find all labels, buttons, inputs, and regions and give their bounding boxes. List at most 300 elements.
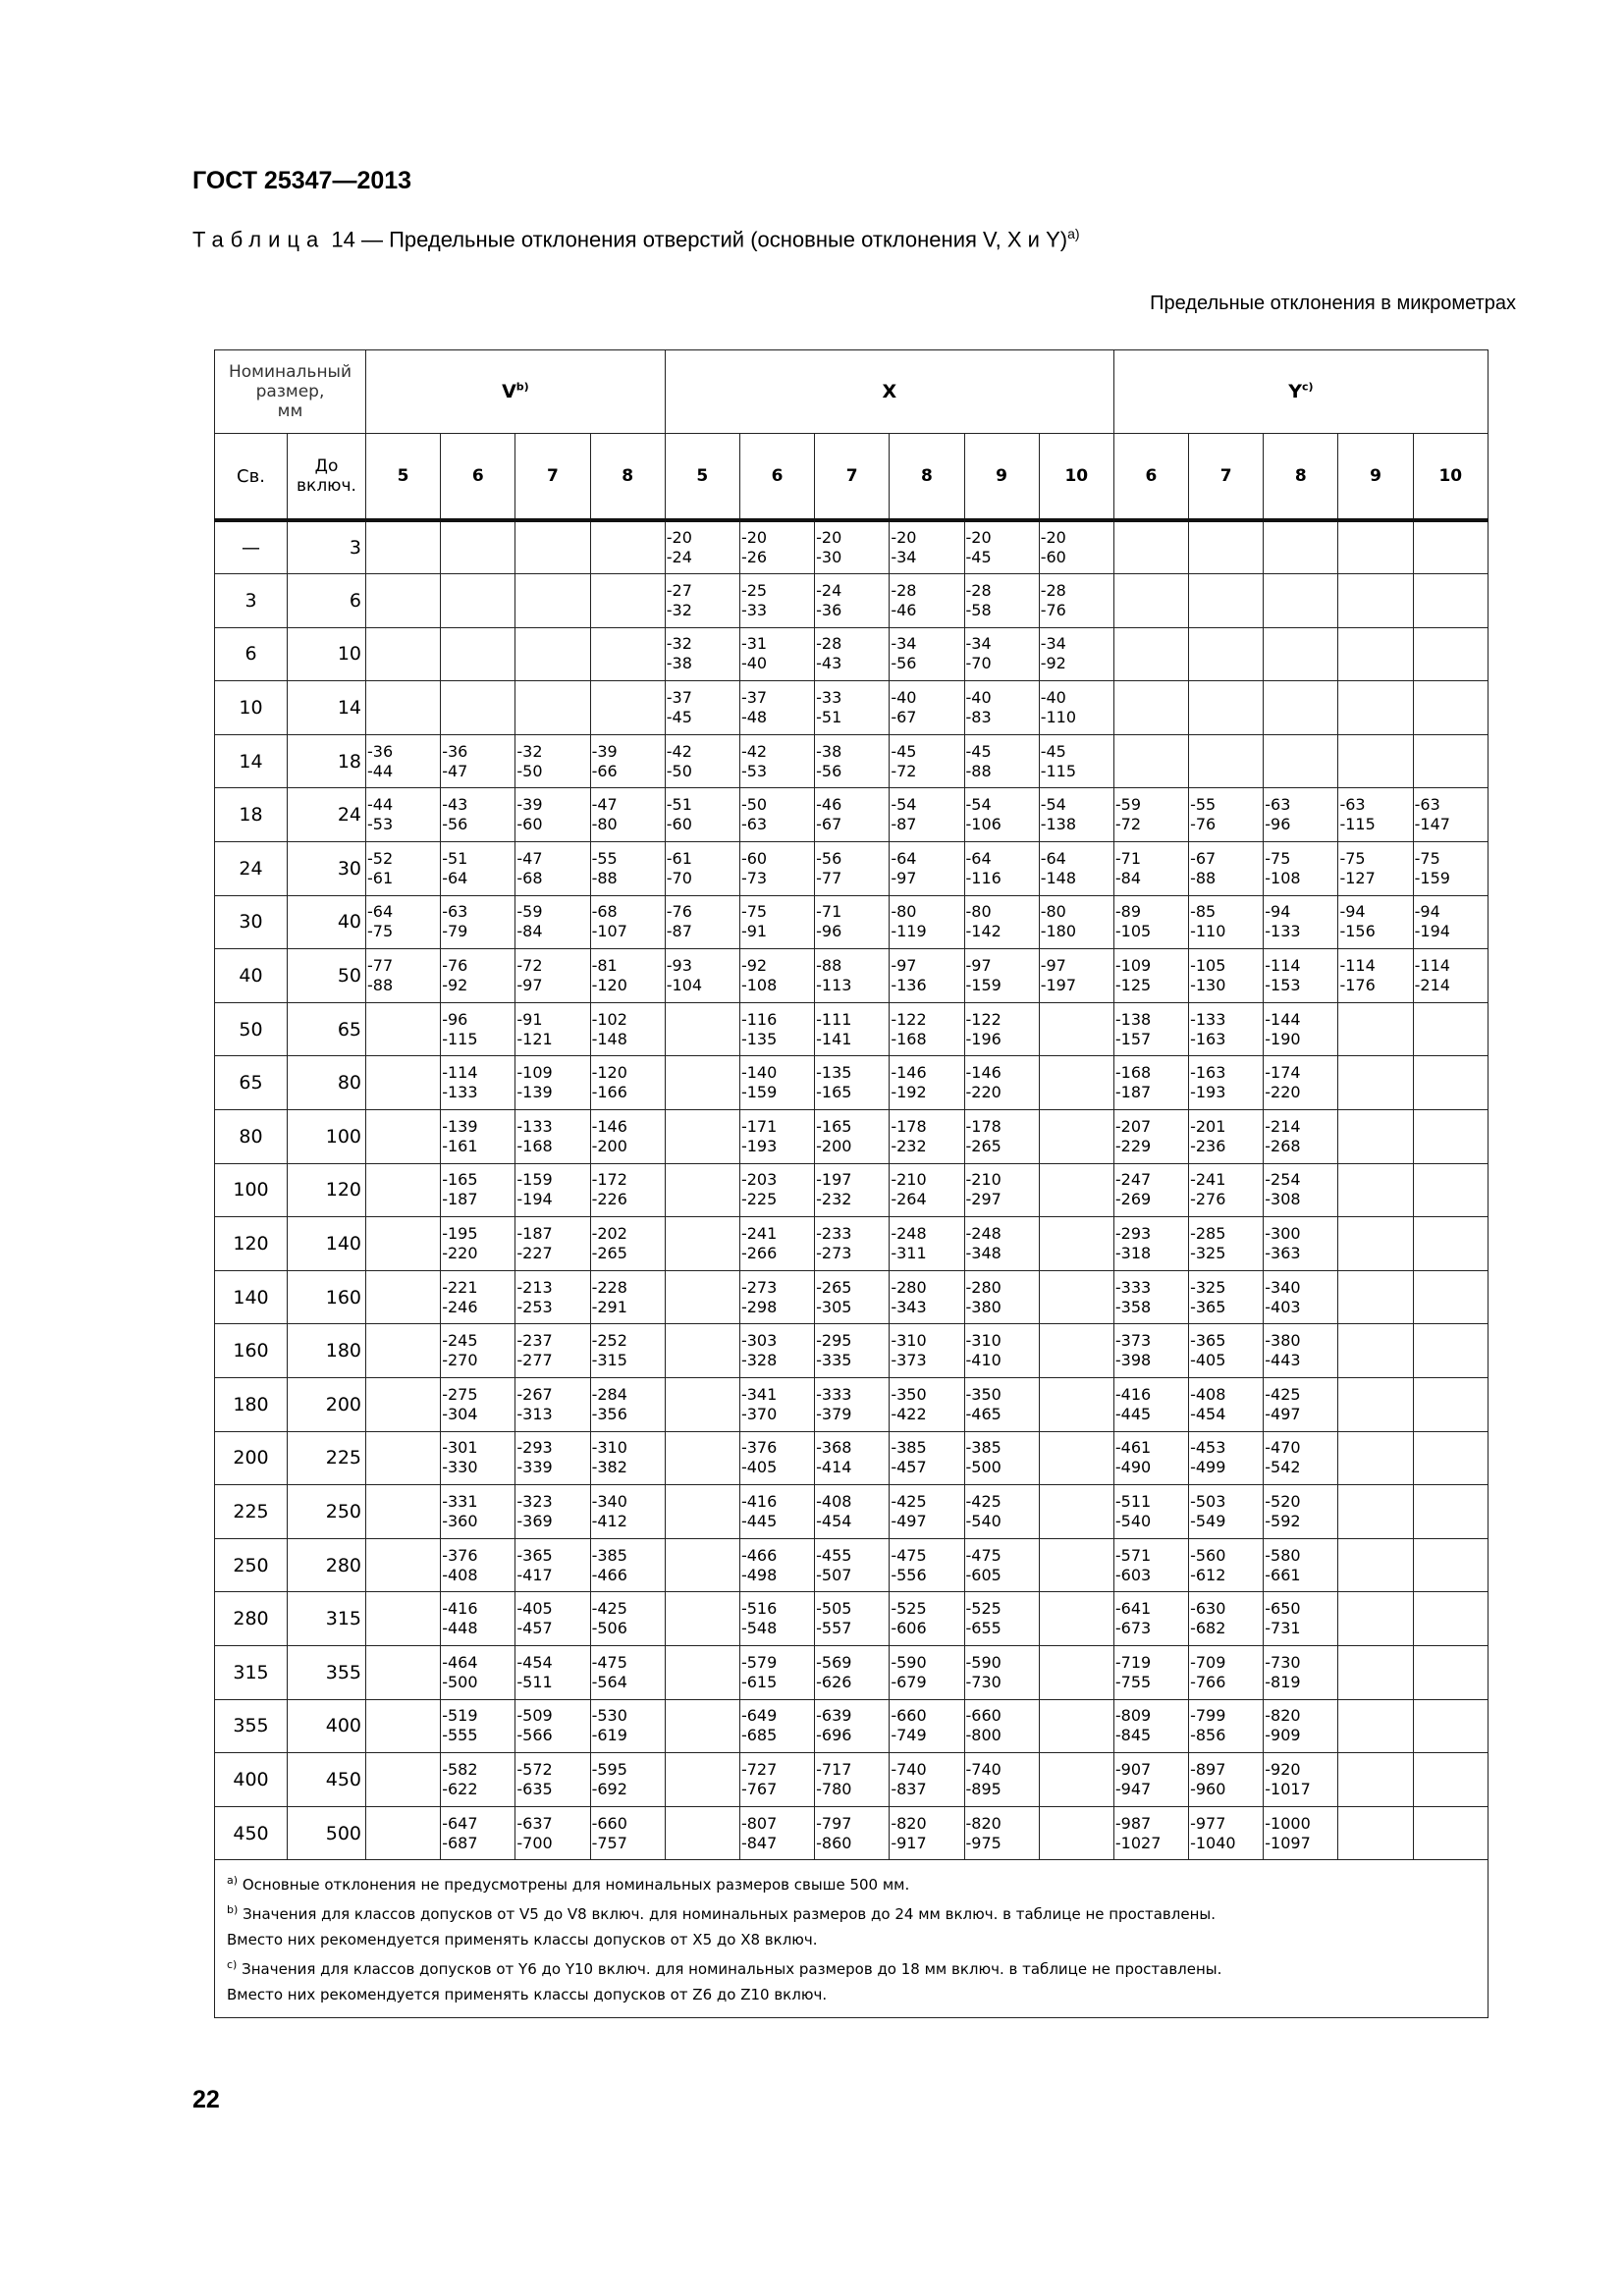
lower-deviation: -120 [591,976,627,995]
upper-deviation: -425 [891,1491,927,1511]
upper-deviation: -425 [965,1491,1001,1511]
lower-deviation: -187 [1114,1083,1152,1102]
deviation-cell [964,1592,1039,1646]
deviation-cell [1338,842,1413,896]
lower-deviation: -88 [591,868,618,887]
lower-deviation: -687 [442,1833,478,1852]
size-from: 3 [215,574,288,628]
upper-deviation: -267 [516,1384,553,1404]
table-row [215,1538,1489,1592]
lower-deviation: -685 [740,1726,778,1745]
deviation-cell [890,788,964,842]
deviation-cell [964,1806,1039,1860]
deviation-cell [815,1753,890,1807]
upper-deviation: -228 [591,1277,627,1297]
upper-deviation: -27 [666,580,692,600]
deviation-cell [815,1431,890,1485]
deviation-cell [964,1270,1039,1324]
deviation-cell [515,1645,590,1699]
upper-deviation: -639 [816,1706,852,1726]
upper-deviation: -303 [740,1331,778,1351]
lower-deviation: -116 [965,868,1001,887]
lower-deviation: -422 [891,1404,927,1423]
deviation-cell [815,627,890,681]
deviation-cell [441,1485,515,1539]
upper-deviation: -295 [816,1331,852,1351]
size-from: 280 [215,1592,288,1646]
lower-deviation: -60 [1040,548,1066,567]
lower-deviation: -38 [666,654,692,673]
upper-deviation: -42 [740,741,768,761]
upper-deviation: -907 [1114,1759,1152,1779]
deviation-cell [739,1753,814,1807]
deviation-cell [1264,1699,1338,1753]
deviation-cell [515,1431,590,1485]
lower-deviation: -33 [740,600,768,619]
upper-deviation: -273 [740,1277,778,1297]
lower-deviation: -97 [891,868,917,887]
deviation-cell [1113,1056,1188,1110]
upper-deviation: -159 [516,1170,553,1190]
deviation-cell [366,1324,441,1378]
deviation-cell [1189,842,1264,896]
upper-deviation: -80 [891,902,917,922]
deviation-cell [1113,1378,1188,1432]
lower-deviation: -410 [965,1351,1001,1370]
deviation-cell [1113,574,1188,628]
table-row [215,788,1489,842]
lower-deviation: -304 [442,1404,478,1423]
deviation-cell [665,1324,739,1378]
upper-deviation: -165 [442,1170,478,1190]
deviation-cell [1264,1217,1338,1271]
deviation-cell [1039,574,1113,628]
lower-deviation: -606 [891,1619,927,1638]
lower-deviation: -895 [965,1779,1001,1798]
deviation-cell [590,1538,665,1592]
deviation-cell [1264,574,1338,628]
size-from: 250 [215,1538,288,1592]
deviation-cell [1338,895,1413,949]
deviation-cell [1039,842,1113,896]
lower-deviation: -619 [591,1726,627,1745]
upper-deviation: -717 [816,1759,852,1779]
deviation-cell [1113,520,1188,574]
deviation-cell [590,520,665,574]
lower-deviation: -291 [591,1297,627,1316]
upper-deviation: -81 [591,956,618,976]
lower-deviation: -403 [1265,1297,1301,1316]
upper-deviation: -40 [965,688,992,708]
deviation-cell [1338,681,1413,735]
upper-deviation: -39 [591,741,618,761]
upper-deviation: -595 [591,1759,627,1779]
deviation-cell [739,734,814,788]
from-label: Св. [237,465,265,487]
deviation-cell [665,949,739,1003]
upper-deviation: -171 [740,1116,778,1136]
grade-header-y-8: 8 [1264,434,1338,521]
upper-deviation: -60 [740,848,768,868]
lower-deviation: -225 [740,1190,778,1209]
upper-deviation: -385 [965,1438,1001,1458]
deviation-cell [665,1806,739,1860]
deviation-cell [665,1592,739,1646]
lower-deviation: -837 [891,1779,927,1798]
upper-deviation: -519 [442,1706,478,1726]
lower-deviation: -635 [516,1779,553,1798]
size-from: 200 [215,1431,288,1485]
lower-deviation: -26 [740,548,768,567]
deviation-cell [739,895,814,949]
lower-deviation: -382 [591,1458,627,1477]
upper-deviation: -51 [666,795,692,815]
table-row [215,1056,1489,1110]
lower-deviation: -115 [1040,761,1076,780]
table-row [215,1806,1489,1860]
upper-deviation: -97 [965,956,992,976]
deviation-cell [1189,1753,1264,1807]
deviation-cell [1189,1163,1264,1217]
lower-deviation: -264 [891,1190,927,1209]
lower-deviation: -180 [1040,922,1076,941]
lower-deviation: -465 [965,1404,1001,1423]
deviation-cell [590,1485,665,1539]
size-from: 65 [215,1056,288,1110]
deviation-cell [1338,1485,1413,1539]
deviation-cell [366,1592,441,1646]
lower-deviation: -156 [1339,922,1376,941]
grade-header-y-10: 10 [1413,434,1488,521]
upper-deviation: -88 [816,956,842,976]
lower-deviation: -58 [965,600,992,619]
upper-deviation: -647 [442,1813,478,1833]
deviation-cell [1264,949,1338,1003]
lower-deviation: -757 [591,1833,627,1852]
lower-deviation: -445 [1114,1404,1152,1423]
lower-deviation: -44 [367,761,394,780]
lower-deviation: -564 [591,1672,627,1691]
lower-deviation: -318 [1114,1244,1152,1263]
deviation-cell [1264,1378,1338,1432]
table-row [215,1002,1489,1056]
deviation-cell [590,895,665,949]
upper-deviation: -114 [1339,956,1376,976]
upper-deviation: -516 [740,1599,778,1619]
lower-deviation: -46 [891,600,917,619]
upper-deviation: -68 [591,902,618,922]
grade-header-v-5: 5 [366,434,441,521]
upper-deviation: -50 [740,795,768,815]
deviation-cell [1113,1324,1188,1378]
lower-deviation: -856 [1190,1726,1226,1745]
deviation-cell [1039,1806,1113,1860]
to-label-line: До [314,456,339,476]
deviation-cell [890,627,964,681]
deviation-cell [815,1699,890,1753]
lower-deviation: -749 [891,1726,927,1745]
deviation-cell [964,1002,1039,1056]
upper-deviation: -203 [740,1170,778,1190]
deviation-cell [1113,1270,1188,1324]
lower-deviation: -947 [1114,1779,1152,1798]
deviation-cell [1039,788,1113,842]
size-to: 180 [288,1324,366,1378]
deviation-cell [515,1324,590,1378]
upper-deviation: -33 [816,688,842,708]
lower-deviation: -84 [516,922,543,941]
deviation-cell [815,949,890,1003]
upper-deviation: -55 [591,848,618,868]
upper-deviation: -20 [816,528,842,548]
lower-deviation: -731 [1265,1619,1301,1638]
lower-deviation: -673 [1114,1619,1152,1638]
lower-deviation: -766 [1190,1672,1226,1691]
grade-header-y-7: 7 [1189,434,1264,521]
upper-deviation: -252 [591,1331,627,1351]
upper-deviation: -28 [891,580,917,600]
lower-deviation: -405 [1190,1351,1226,1370]
upper-deviation: -91 [516,1009,543,1029]
deviation-cell [441,520,515,574]
header-row-grades [215,434,1489,521]
deviation-cell [1039,1270,1113,1324]
upper-deviation: -54 [965,795,992,815]
deviation-cell [1413,1485,1488,1539]
lower-deviation: -87 [891,815,917,834]
upper-deviation: -241 [740,1224,778,1244]
upper-deviation: -45 [891,741,917,761]
deviation-cell [366,681,441,735]
lower-deviation: -339 [516,1458,553,1477]
footnote-text: Вместо них рекомендуется применять классы допусков от Z6 до Z10 включ. [227,1986,828,2004]
upper-deviation: -114 [1414,956,1450,976]
deviation-cell [441,1217,515,1271]
deviation-cell [1189,1485,1264,1539]
deviation-cell [1189,1378,1264,1432]
deviation-cell [590,1163,665,1217]
lower-deviation: -414 [816,1458,852,1477]
deviation-cell [815,1110,890,1164]
upper-deviation: -64 [1040,848,1066,868]
upper-deviation: -36 [367,741,394,761]
deviation-cell [739,627,814,681]
lower-deviation: -96 [816,922,842,941]
upper-deviation: -94 [1265,902,1291,922]
upper-deviation: -416 [442,1599,478,1619]
deviation-cell [515,1753,590,1807]
upper-deviation: -897 [1190,1759,1226,1779]
lower-deviation: -110 [1190,922,1226,941]
lower-deviation: -113 [816,976,852,995]
upper-deviation: -75 [1414,848,1440,868]
deviation-cell [1189,1217,1264,1271]
size-from: — [215,520,288,574]
lower-deviation: -1040 [1190,1833,1236,1852]
upper-deviation: -530 [591,1706,627,1726]
deviation-cell [1113,1806,1188,1860]
deviation-cell [1338,1378,1413,1432]
lower-deviation: -176 [1339,976,1376,995]
deviation-cell [1264,734,1338,788]
size-to: 30 [288,842,366,896]
deviation-cell [739,1485,814,1539]
deviation-cell [1039,1378,1113,1432]
deviation-cell [815,1163,890,1217]
deviation-cell [964,1431,1039,1485]
upper-deviation: -71 [1114,848,1142,868]
upper-deviation: -40 [891,688,917,708]
deviation-cell [1264,1163,1338,1217]
lower-deviation: -115 [442,1029,478,1048]
deviation-cell [1338,574,1413,628]
upper-deviation: -740 [965,1759,1001,1779]
deviation-cell [1338,1217,1413,1271]
deviation-cell [1189,734,1264,788]
upper-deviation: -105 [1190,956,1226,976]
deviation-cell [739,1592,814,1646]
lower-deviation: -767 [740,1779,778,1798]
upper-deviation: -408 [1190,1384,1226,1404]
deviation-cell [665,1002,739,1056]
upper-deviation: -1000 [1265,1813,1311,1833]
upper-deviation: -93 [666,956,692,976]
deviation-cell [665,520,739,574]
deviation-cell [590,574,665,628]
upper-deviation: -464 [442,1652,478,1672]
deviation-cell [1338,1110,1413,1164]
deviation-cell [366,1431,441,1485]
upper-deviation: -172 [591,1170,627,1190]
deviation-cell [890,1378,964,1432]
deviation-cell [739,520,814,574]
upper-deviation: -25 [740,580,768,600]
table-row [215,1592,1489,1646]
deviation-cell [366,1485,441,1539]
deviation-cell [739,1270,814,1324]
upper-deviation: -301 [442,1438,478,1458]
upper-deviation: -168 [1114,1063,1152,1083]
deviation-cell [1264,1592,1338,1646]
table-row [215,842,1489,896]
upper-deviation: -214 [1265,1116,1301,1136]
upper-deviation: -254 [1265,1170,1301,1190]
deviation-cell [1189,1324,1264,1378]
upper-deviation: -63 [442,902,468,922]
upper-deviation: -37 [740,688,768,708]
lower-deviation: -106 [965,815,1001,834]
size-to: 160 [288,1270,366,1324]
footnote-line [227,1897,1480,1927]
deviation-cell [590,1002,665,1056]
deviation-cell [1113,681,1188,735]
upper-deviation: -133 [1190,1009,1226,1029]
upper-deviation: -178 [965,1116,1001,1136]
upper-deviation: -809 [1114,1706,1152,1726]
lower-deviation: -45 [965,548,992,567]
upper-deviation: -560 [1190,1545,1226,1565]
upper-deviation: -660 [591,1813,627,1833]
lower-deviation: -696 [816,1726,852,1745]
lower-deviation: -88 [1190,868,1217,887]
upper-deviation: -59 [516,902,543,922]
deviation-cell [1113,1485,1188,1539]
deviation-cell [1264,681,1338,735]
deviation-cell [1413,1592,1488,1646]
lower-deviation: -165 [816,1083,852,1102]
upper-deviation: -45 [1040,741,1066,761]
deviation-cell [665,681,739,735]
upper-deviation: -20 [965,528,992,548]
lower-deviation: -682 [1190,1619,1226,1638]
deviation-cell [1113,1699,1188,1753]
upper-deviation: -373 [1114,1331,1152,1351]
deviation-cell [964,842,1039,896]
grade-header-x-9: 9 [964,434,1039,521]
upper-deviation: -727 [740,1759,778,1779]
deviation-cell [515,788,590,842]
deviation-cell [1113,895,1188,949]
lower-deviation: -443 [1265,1351,1301,1370]
nominal-caption-line: размер, [255,382,325,401]
deviation-cell [1189,1431,1264,1485]
upper-deviation: -67 [1190,848,1217,868]
upper-deviation: -59 [1114,795,1142,815]
upper-deviation: -709 [1190,1652,1226,1672]
lower-deviation: -379 [816,1404,852,1423]
lower-deviation: -220 [1265,1083,1301,1102]
deviation-cell [590,1592,665,1646]
deviation-cell [964,788,1039,842]
lower-deviation: -97 [516,976,543,995]
deviation-cell [366,1002,441,1056]
upper-deviation: -660 [965,1706,1001,1726]
deviation-cell [1338,734,1413,788]
lower-deviation: -265 [591,1244,627,1263]
deviation-cell [1413,574,1488,628]
deviation-cell [1113,1538,1188,1592]
deviation-cell [1189,627,1264,681]
deviation-cell [964,1217,1039,1271]
lower-deviation: -119 [891,922,927,941]
upper-deviation: -210 [965,1170,1001,1190]
upper-deviation: -310 [891,1331,927,1351]
deviation-cell [441,895,515,949]
deviation-cell [665,574,739,628]
deviation-cell [441,627,515,681]
lower-deviation: -365 [1190,1297,1226,1316]
lower-deviation: -457 [516,1619,553,1638]
deviation-cell [815,1645,890,1699]
deviation-cell [665,1538,739,1592]
deviation-cell [964,1645,1039,1699]
upper-deviation: -520 [1265,1491,1301,1511]
upper-deviation: -285 [1190,1224,1226,1244]
upper-deviation: -85 [1190,902,1217,922]
lower-deviation: -70 [965,654,992,673]
from-header [215,434,288,521]
deviation-cell [1189,1110,1264,1164]
lower-deviation: -157 [1114,1029,1152,1048]
lower-deviation: -540 [965,1511,1001,1530]
deviation-cell [1338,1324,1413,1378]
upper-deviation: -333 [1114,1277,1152,1297]
upper-deviation: -138 [1114,1009,1152,1029]
deviation-cell [366,1538,441,1592]
upper-deviation: -44 [367,795,394,815]
deviation-cell [890,734,964,788]
upper-deviation: -241 [1190,1170,1226,1190]
